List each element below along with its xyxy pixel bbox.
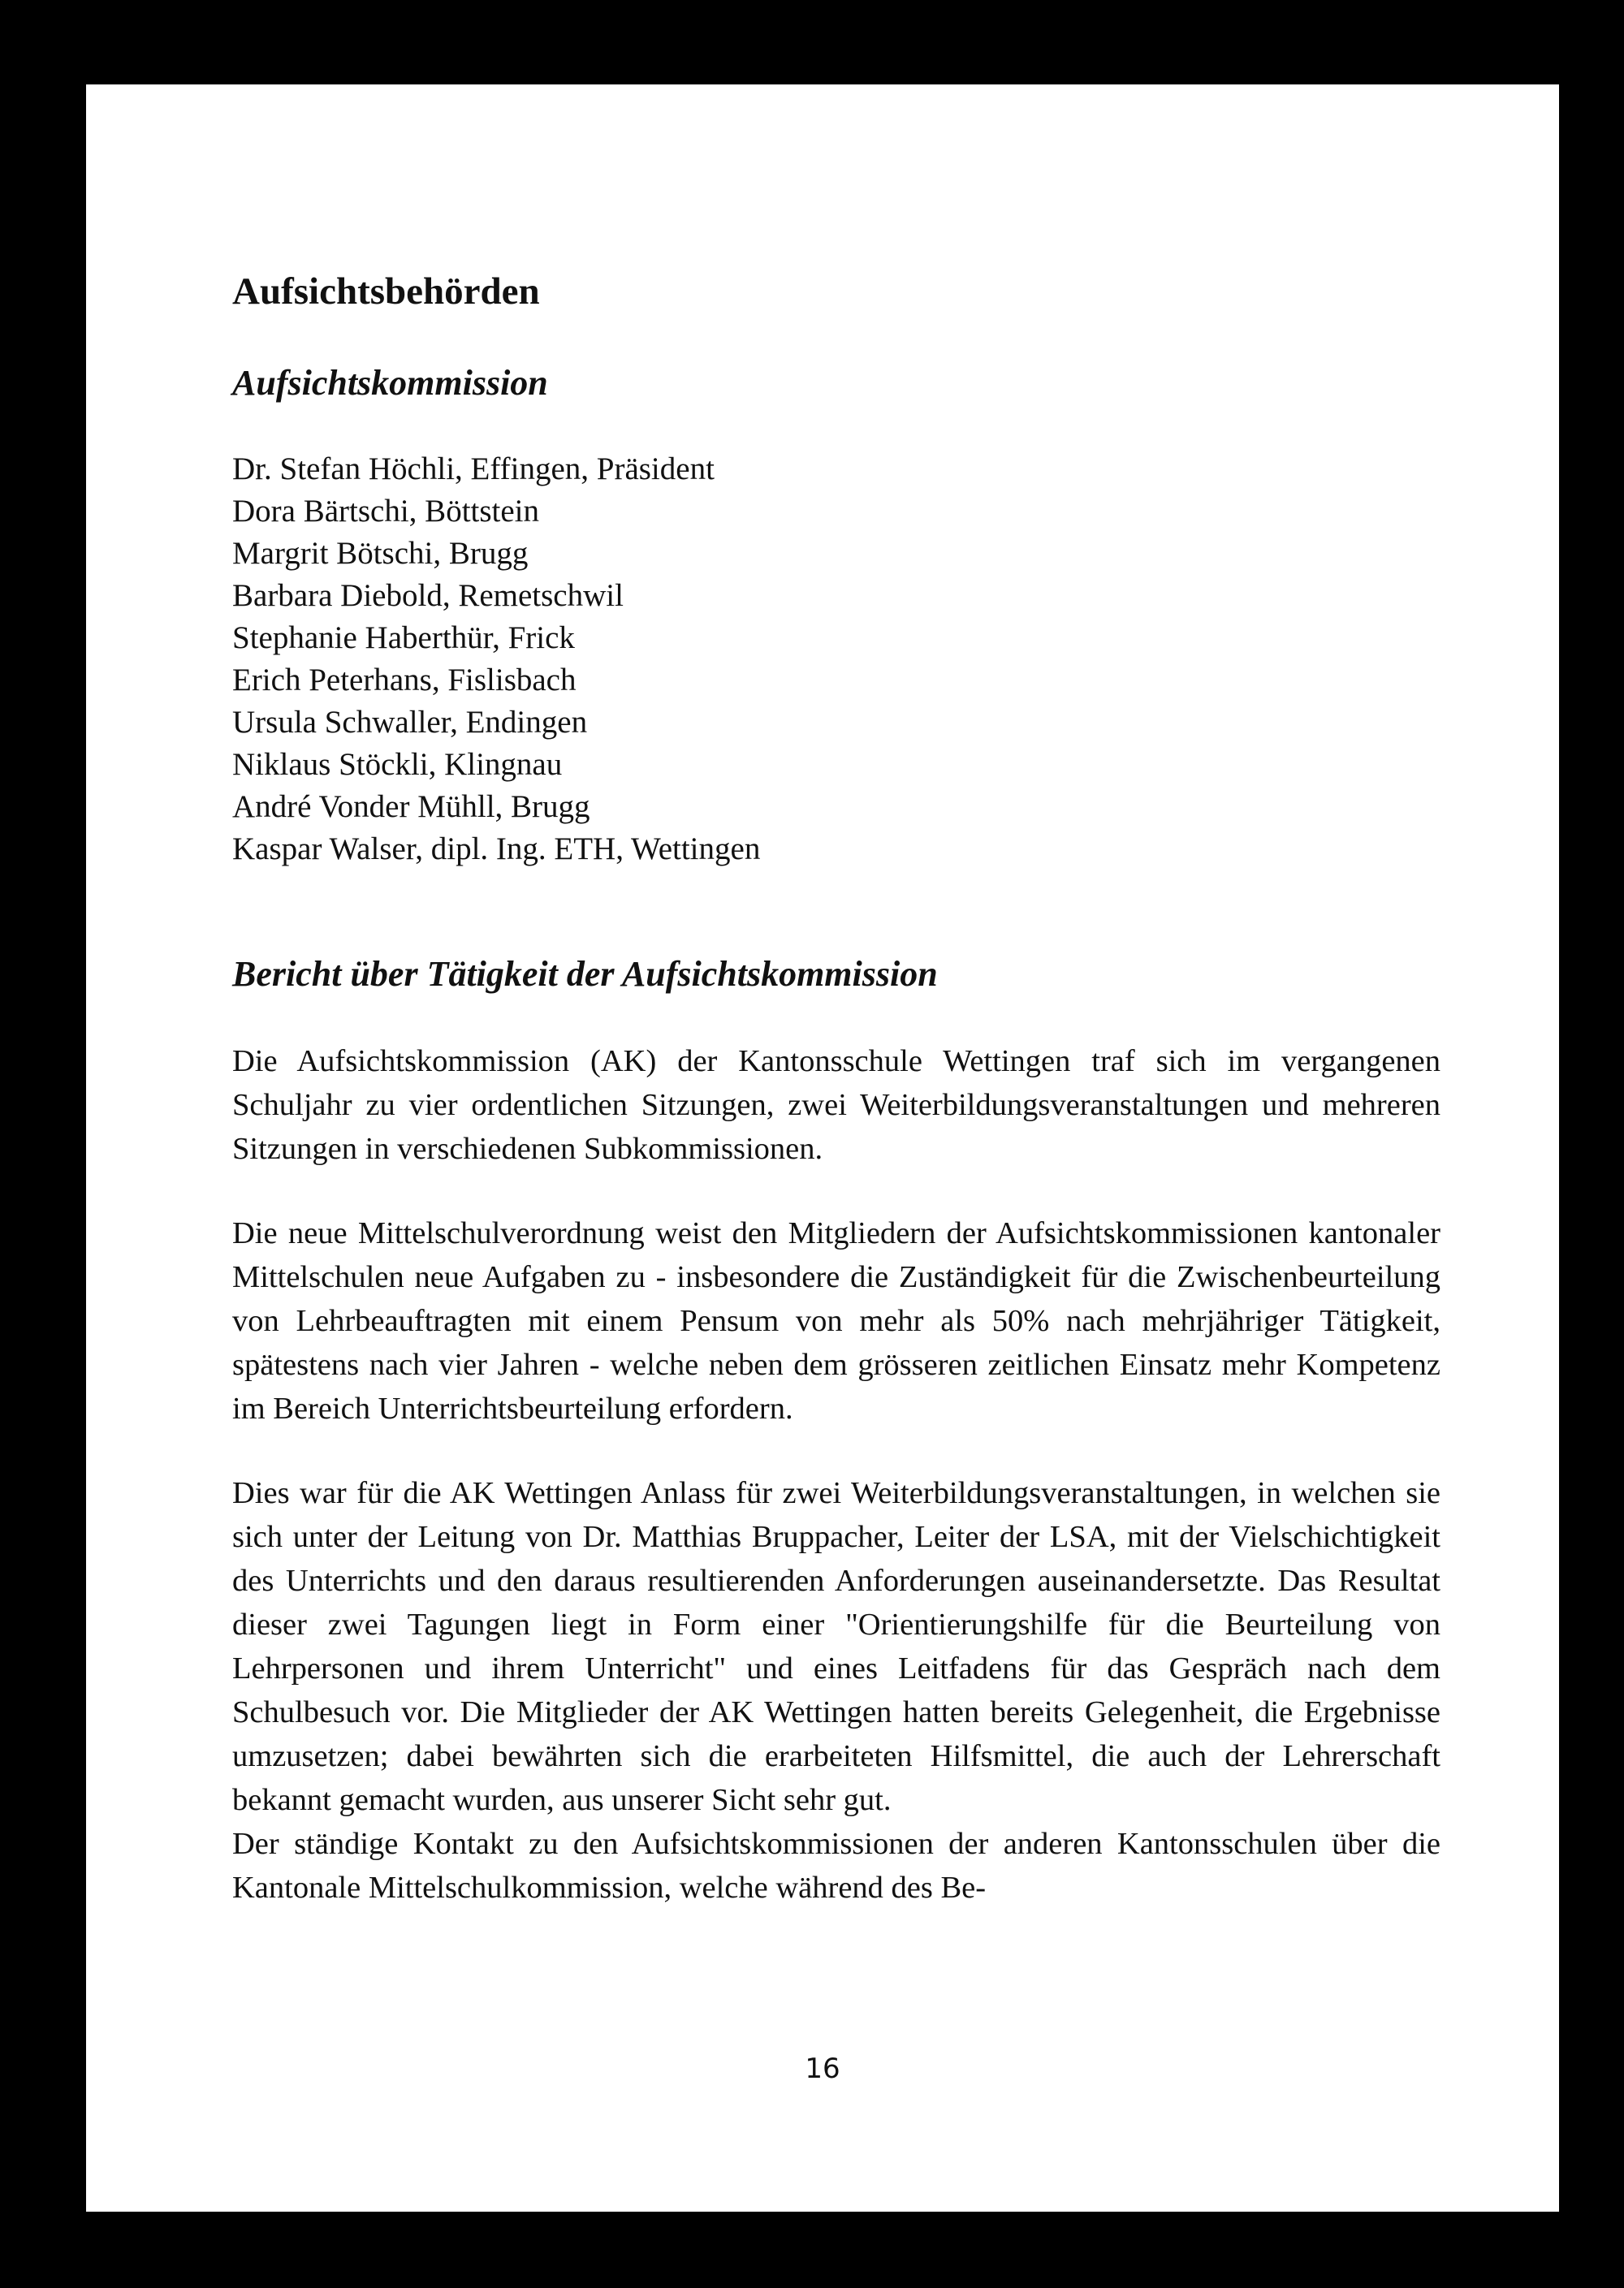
list-item: Margrit Bötschi, Brugg (232, 536, 529, 571)
report-heading: Bericht über Tätigkeit der Aufsichtskommission (232, 954, 938, 994)
document-page (86, 84, 1559, 2212)
commission-heading: Aufsichtskommission (232, 363, 548, 403)
list-item: Barbara Diebold, Remetschwil (232, 578, 624, 613)
report-paragraph-2: Die neue Mittelschulverordnung weist den Mitgliedern der Aufsichtskommissionen kantonaler Mittelschulen neue Aufgaben zu - insbesondere die Zuständigkeit für die Zwischenbeurteilung von Lehrbeauftragten mit einem Pensum von mehr als 50% nach mehrjähriger Tätigkeit, spätestens nach vier Jahren - welche neben dem grösseren zeitlichen Einsatz mehr Kompetenz im Bereich Unterrichtsbeurteilung erfordern. (232, 1216, 1440, 1426)
report-paragraph-3: Dies war für die AK Wettingen Anlass für zwei Weiterbildungsveranstaltungen, in welchen sie sich unter der Leitung von Dr. Matthias Bruppacher, Leiter der LSA, mit der Vielschichtigkeit des Unterrichts und den daraus resultierenden Anforderungen auseinandersetzte. Das Resultat dieser zwei Tagungen liegt in Form einer "Orientierungshilfe für die Beurteilung von Lehrpersonen und ihrem Unterricht" und eines Leitfadens für das Gespräch nach dem Schulbesuch vor. Die Mitglieder der AK Wettingen hatten bereits Gelegenheit, die Ergebnisse umzusetzen; dabei bewährten sich die erarbeiteten Hilfsmittel, die auch der Lehrerschaft bekannt gemacht wurden, aus unserer Sicht sehr gut. (232, 1476, 1440, 1817)
page-number: 16 (805, 2053, 840, 2085)
list-item: Stephanie Haberthür, Frick (232, 620, 575, 655)
member-list (232, 448, 1440, 870)
list-item: Dr. Stefan Höchli, Effingen, Präsident (232, 451, 715, 486)
list-item: Erich Peterhans, Fislisbach (232, 663, 577, 697)
list-item: Kaspar Walser, dipl. Ing. ETH, Wettingen (232, 831, 761, 866)
page-content (232, 268, 1440, 1910)
list-item: André Vonder Mühll, Brugg (232, 789, 590, 824)
list-item: Niklaus Stöckli, Klingnau (232, 747, 563, 782)
report-paragraph-1: Die Aufsichtskommission (AK) der Kantonsschule Wettingen traf sich im vergangenen Schuljahr zu vier ordentlichen Sitzungen, zwei Weiterbildungsveranstaltungen und mehreren Sitzungen in verschiedenen Subkommissionen. (232, 1044, 1440, 1166)
report-paragraph-4: Der ständige Kontakt zu den Aufsichtskommissionen der anderen Kantonsschulen über die Kantonale Mittelschulkommission, welche während des Be- (232, 1827, 1440, 1905)
main-heading: Aufsichtsbehörden (232, 270, 540, 313)
list-item: Ursula Schwaller, Endingen (232, 705, 588, 740)
list-item: Dora Bärtschi, Böttstein (232, 494, 540, 529)
